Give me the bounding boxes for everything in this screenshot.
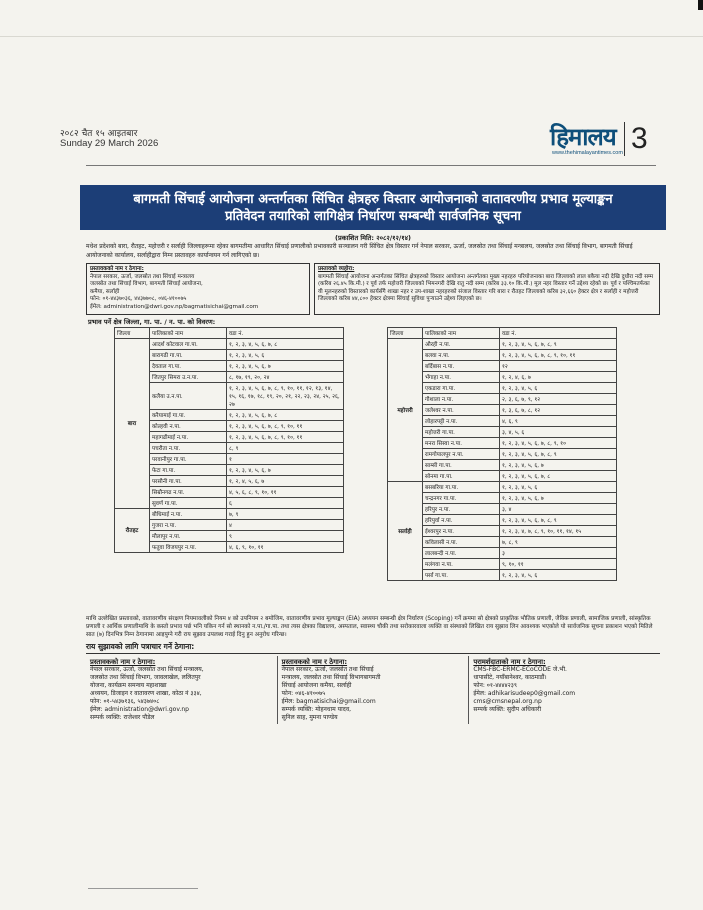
ward-numbers: १, २, ३, ४, ७, ८, ९, १०, ११, १४, १५ (500, 525, 617, 536)
proponent-box-title: प्रस्तावकको नाम र ठेगाना: (90, 266, 144, 272)
contact-columns (86, 656, 660, 724)
table-row (115, 338, 344, 349)
ward-numbers: ८, १७, १९, २०, २४ (227, 371, 344, 382)
table-row (115, 371, 344, 382)
table-row (115, 497, 344, 508)
ward-numbers: १, २, ३, ४, ५, ६, ७, ८, ९ (500, 338, 617, 349)
contact-person: सम्पर्क व्यक्ति: सुदीप अधिकारी (473, 705, 541, 713)
contact-email: cms@cmsnepal.org.np (473, 697, 542, 705)
ward-numbers: ४, ५, ६, ८, ९, १०, ११ (227, 486, 344, 497)
logo-wordmark: हिमालय (550, 122, 616, 151)
contact-email: ईमेल: administration@dwri.gov.np (90, 705, 189, 713)
ward-numbers: ७, ९ (227, 508, 344, 519)
ward-numbers: १, २, ४, ६, ७ (500, 371, 617, 382)
contact-bagmati (277, 656, 469, 724)
header-district: जिल्ला (388, 327, 423, 338)
proponent-line: जलस्रोत तथा सिंचाई विभाग, बागमती सिंचाई आयोजना, (90, 281, 203, 288)
ward-numbers: १, २, ३, ४, ५, ६ (227, 349, 344, 360)
municipality-name: कोल्हवी न.पा. (150, 420, 227, 431)
contact-person: सम्पर्क व्यक्ति: राजेश्वर पौडेल (90, 713, 155, 721)
proposal-box-title: प्रस्तावको व्यहोरा: (318, 266, 355, 272)
municipality-name: महागढीमाई न.पा. (150, 431, 227, 442)
ward-numbers: ९ (227, 530, 344, 541)
table-row (388, 503, 617, 514)
ward-numbers: ३, ४ (500, 503, 617, 514)
municipality-name: लालबन्दी न.पा. (423, 547, 500, 558)
municipality-name: देवताल गा.पा. (150, 360, 227, 371)
notice-title-line1: बागमती सिंचाई आयोजना अन्तर्गतका सिंचित क्षेत्रहरु विस्तार आयोजनाको वातावरणीय प्रभाव मूल्याङ्कन (133, 192, 613, 207)
district-cell: बारा (115, 338, 150, 508)
ward-numbers: ६ (227, 497, 344, 508)
ward-numbers: १, २, ३, ४, ५, ६, ७ (227, 360, 344, 371)
ward-numbers: १, २, ३, ४, ५, ६, ७, ८, ९, १० (500, 437, 617, 448)
contact-dwri (86, 656, 277, 724)
municipality-name: बलवा न.पा. (423, 349, 500, 360)
table-row (388, 569, 617, 580)
page-fold-line (0, 36, 703, 37)
ward-numbers: ७, ८, ९ (500, 536, 617, 547)
table-row (388, 514, 617, 525)
municipality-name: चन्द्रनगर गा.पा. (423, 492, 500, 503)
ward-numbers: १, २, ३, ४, ५, ६ (500, 382, 617, 393)
table-row (388, 426, 617, 437)
proponent-line: फोन: ०१-४४३७०३६, ४४३७७०८, ०४६-४१००७५ (90, 296, 187, 303)
table-row (388, 415, 617, 426)
table-row (115, 453, 344, 464)
ward-numbers: १, २, ३, ४, ५, ६, ७, ८ (227, 338, 344, 349)
ward-numbers: ४ (227, 519, 344, 530)
contact-person: सम्पर्क व्यक्ति: मोहनधाम यादव, (281, 705, 352, 713)
municipality-name: आदर्श कोटवाल गा.पा. (150, 338, 227, 349)
table-row (115, 464, 344, 475)
table-row (388, 448, 617, 459)
contact-line: CMS-FBC-ERMC-ECoCODE जे.भी. (473, 665, 567, 673)
contact-line: फोन: ०१-४४४४२३९ (473, 681, 518, 689)
ward-numbers: १, ३, ६, ७, ८, १२ (500, 404, 617, 415)
municipality-name: बसबरिया गा.पा. (423, 481, 500, 492)
header-rule (86, 165, 656, 166)
table-row (115, 530, 344, 541)
table-row (388, 349, 617, 360)
contact-email: ईमेल: adhikarisudeep0@gmail.com (473, 689, 576, 697)
municipality-name: सोनमा गा.पा. (423, 470, 500, 481)
date-english: Sunday 29 March 2026 (60, 138, 159, 149)
ward-numbers: १ (227, 453, 344, 464)
proponent-box (86, 263, 310, 315)
municipality-name: परवानीपुर गा.पा. (150, 453, 227, 464)
municipality-name: कलैया उ.न.पा. (150, 382, 227, 409)
ward-numbers: १२ (500, 360, 617, 371)
municipality-name: महोत्तरी गा.पा. (423, 426, 500, 437)
table-row (115, 442, 344, 453)
contact-line: नेपाल सरकार, ऊर्जा, जलस्रोत तथा सिंचाई मन्त्रालय, (90, 665, 204, 673)
footer-rule (88, 888, 198, 889)
municipality-name: मौलापुर न.पा. (150, 530, 227, 541)
contact-line: सिंचाई आयोजना कमैया, सर्लाही (281, 681, 352, 689)
municipality-name: जितपुर सिमरा उ.न.पा. (150, 371, 227, 382)
ward-numbers: १, २, ३, ४, ५, ६, ७, ८, ९ (500, 514, 617, 525)
header-district: जिल्ला (115, 327, 150, 338)
header-wards: वडा नं. (500, 327, 617, 338)
ward-numbers: ८, ९ (227, 442, 344, 453)
ward-numbers: १, २, ३, ४, ५, ६, ७, ८, ९, १०, ११ (227, 431, 344, 442)
ward-numbers: १, २, ३, ४, ५, ६, ७, ८ (227, 409, 344, 420)
district-cell: सर्लाही (388, 481, 423, 580)
table-row (388, 536, 617, 547)
municipality-name: साम्सी गा.पा. (423, 459, 500, 470)
ward-numbers: २, ३, ६, ७, ९, १२ (500, 393, 617, 404)
ward-numbers: ३, ४, ५, ६ (500, 426, 617, 437)
ward-numbers: १, २, ३, ४, ५, ६, ७, ८, ९, १०, ११, १२, १३, १४, १५, १६, १७, १८, १९, २०, २१, २२, २३, २४, २५, २६, २७ (227, 382, 344, 409)
municipality-tables (86, 327, 660, 613)
proposal-text: बागमती सिंचाई आयोजना अन्तर्गतका सिंचित क्षेत्रहरुको विस्तार आयोजना अन्तर्गतका मुख्य नहरहरु परियोजनाका बारा जिल्लाको लाल बकैया नदी देखि दुधौरा नदी सम्म (करिब २६.४५ कि.मी.) र पूर्व तर्फ महोत्तरी जिल्लाको भिमनगरी देखि रातु नदी सम्म (करिब ३३.१० कि.मी.) मूल नहर विस्तार गर्ने उद्देश्य रहेको छ। पूर्व र पश्चिमतर्फका यी मूलनहरुको विस्तारको कार्यसँगै शाखा नहर र उप-शाखा नहरहरुको संजाल विस्तार गरि बारा र रौतहट जिल्लाको करिब ३२,६६० हेक्टर क्षेत्र र सर्लाही र महोत्तरी जिल्लाको करिब ४४,८०० हेक्टर क्षेत्रमा सिंचाई सुविधा पुर्‍याउने उद्देश्य लिइएको छ। (318, 273, 654, 303)
municipality-name: हरिपुर न.पा. (423, 503, 500, 514)
logo-url: www.thehimalayantimes.com (552, 150, 623, 156)
proponent-line: ईमेल: administration@dwri.gov.np/bagmatisichai@gmail.com (90, 303, 259, 310)
table-row (115, 475, 344, 486)
table-row (388, 525, 617, 536)
municipality-name: लोहारपट्टी न.पा. (423, 415, 500, 426)
municipality-name: बर्दिबास न.पा. (423, 360, 500, 371)
municipality-name: औरही न.पा. (423, 338, 500, 349)
table-row (388, 492, 617, 503)
municipality-name: फेटा गा.पा. (150, 464, 227, 475)
municipality-name: सिम्रौनगढ न.पा. (150, 486, 227, 497)
proponent-line: नेपाल सरकार, ऊर्जा, जलस्रोत तथा सिंचाई मन्त्रालय (90, 273, 195, 280)
contact-line: योजना, कार्यक्रम समन्वय महाशाखा (90, 681, 167, 689)
table-row (388, 338, 617, 349)
table-row (115, 431, 344, 442)
notice-title-line2: प्रतिवेदन तयारिको लागिक्षेत्र निर्धारण सम्बन्धी सार्वजनिक सूचना (225, 209, 521, 224)
contact-person: सुनिल साह, मुमना पाण्डेय (281, 713, 338, 721)
municipality-name: भँगाहा न.पा. (423, 371, 500, 382)
table-row (388, 404, 617, 415)
table-row (115, 541, 344, 552)
municipality-name: करैयामाई गा.पा. (150, 409, 227, 420)
contact-title: प्रस्तावकको नाम र ठेगाना: (281, 657, 348, 666)
table-row (115, 382, 344, 409)
contact-line: अध्ययन, डिजाइन र वातावरण शाखा, कोठा नं ३३४, (90, 689, 202, 697)
contact-line: फोन: ०४६-४१००७५ (281, 689, 326, 697)
ward-numbers: १, २, ३, ४, ५, ६ (500, 569, 617, 580)
contact-consultant (468, 656, 660, 724)
ward-numbers: ४, ६, ९, १०, ११ (227, 541, 344, 552)
contact-email: ईमेल: bagmatisichai@gmail.com (281, 697, 376, 705)
table-row (388, 547, 617, 558)
table-row (115, 420, 344, 431)
notice-intro: मधेश प्रदेशको बारा, रौतहट, महोत्तरी र सर्लाही जिल्लाहरूमा रहेका बागमतीमा आधारित सिंचाई प्रणालीको प्रभावकारी सञ्चालन गरी सिंचित क्षेत्र विस्तार गर्न नेपाल सरकार, ऊर्जा, जलस्रोत तथा सिंचाई मन्त्रालय, जलस्रोत तथा सिंचाई विभाग, बागमती सिंचाई आयोजनाको कार्यालय, सर्लाहीद्वारा निम्न प्रस्तावहरु कार्यान्वयन गर्न लागिएको छ। (86, 243, 633, 259)
ward-numbers: १, २, ३, ४, ५, ६, ७, ८, ९, १०, ११ (227, 420, 344, 431)
ward-numbers: १, २, ३, ४, ५, ६, ७, ८, ९ (500, 448, 617, 459)
municipality-name: मलंगवा न.पा. (423, 558, 500, 569)
proponent-line: कमैया, सर्लाही (90, 288, 120, 295)
municipality-name: गौशाला न.पा. (423, 393, 500, 404)
table-header-row (115, 327, 344, 338)
ward-numbers: ९, १०, ११ (500, 558, 617, 569)
municipality-name: कविलासी न.पा. (423, 536, 500, 547)
ward-numbers: ४, ६, ९ (500, 415, 617, 426)
contact-line: जलस्रोत तथा सिंचाई विभाग, जावलाखेल, ललितपुर (90, 673, 201, 681)
proposal-box (314, 263, 660, 315)
table-row (388, 470, 617, 481)
table-row (115, 360, 344, 371)
date-nepali: २०८२ चैत १५ आइतबार (60, 129, 138, 139)
closing-paragraph: माथि उल्लेखित प्रस्तावको, वातावरणीय संरक्षण नियमावलीको नियम ४ को उपनियम २ बमोजिम, वातावरणीय प्रभाव मूल्याङ्कन (EIA) अध्ययन सम्बन्धी क्षेत्र निर्धारण (Scoping) गर्ने क्रममा सो क्षेत्रको प्राकृतिक भौतिक प्रणाली, जैविक प्रणाली, सामाजिक प्रणाली, सांस्कृतिक प्रणाली र आर्थिक प्रणालीमाथि के कस्तो प्रभाव पर्छ भनि यकिन गर्न सो स्थानको न.पा./गा.पा. तथा त्यस क्षेत्रका विद्यालय, अस्पताल, स्वास्थ्य चौकी तथा सरोकारवाला व्यक्ति वा संस्थाको लिखित राय सुझाव लिन आवश्यक भएकोले यो सार्वजनिक सूचना प्रकाशन भएको मितिले सात (७) दिनभित्र निम्न ठेगानामा आइपुग्ने गरी राय सुझाव उपलब्ध गराई दिनु हुन अनुरोध गरिन्छ। (86, 615, 653, 638)
header-wards: वडा नं. (227, 327, 344, 338)
table-row (115, 486, 344, 497)
corner-mark (698, 0, 703, 10)
ward-numbers: १, २, ३, ४, ५, ६ (500, 481, 617, 492)
ward-numbers: १, २, ३, ४, ५, ६, ७ (500, 492, 617, 503)
ward-numbers: १, २, ३, ४, ५, ६, ७ (500, 459, 617, 470)
district-cell: महोत्तरी (388, 338, 423, 481)
ward-numbers: १, २, ३, ४, ५, ६, ७, ८, ९, १०, ११ (500, 349, 617, 360)
municipality-name: बारागढी गा.पा. (150, 349, 227, 360)
header-municipality: पालिकाको नाम (150, 327, 227, 338)
contact-line: नेपाल सरकार, ऊर्जा, जलस्रोत तथा सिंचाई (281, 665, 374, 673)
contact-line: मन्त्रालय, जलस्रोत तथा सिंचाई विभागबागमती (281, 673, 381, 681)
table-row (388, 437, 617, 448)
ward-numbers: १, २, ४, ५, ६, ७ (227, 475, 344, 486)
municipality-name: मनरा सिस्वा न.पा. (423, 437, 500, 448)
ward-numbers: १, २, ३, ४, ५, ६, ७, ८ (500, 470, 617, 481)
table-row (115, 349, 344, 360)
table-row (388, 360, 617, 371)
table-row (388, 481, 617, 492)
table-row (115, 409, 344, 420)
header-municipality: पालिकाको नाम (423, 327, 500, 338)
municipality-name: रामगोपालपुर न.पा. (423, 448, 500, 459)
table-row (115, 519, 344, 530)
ward-numbers: ३ (500, 547, 617, 558)
municipality-name: हरिपुर्वा न.पा. (423, 514, 500, 525)
municipality-name: गुजरा न.पा. (150, 519, 227, 530)
table-row (115, 508, 344, 519)
municipality-name: परसौनी गा.पा. (150, 475, 227, 486)
table-row (388, 558, 617, 569)
municipality-name: पचरौता न.पा. (150, 442, 227, 453)
district-cell: रौतहट (115, 508, 150, 552)
ward-numbers: १, २, ३, ४, ५, ६, ७ (227, 464, 344, 475)
contact-title: प्रस्तावकको नाम र ठेगाना: (90, 657, 156, 666)
table-row (388, 371, 617, 382)
table-header-row (388, 327, 617, 338)
affected-area-heading: प्रभाव पर्ने क्षेत्र जिल्ला, गा. पा. / न. पा. को विवरण: (88, 317, 216, 326)
contact-line: फोन: ०१-५४३७१३६, ५४३७४०८ (90, 697, 160, 705)
municipality-name: ईश्वरपुर न.पा. (423, 525, 500, 536)
suggestion-prompt: राय सुझावको लागि पत्राचार गर्ने ठेगाना: (86, 642, 660, 654)
municipality-name: फतुवा विजयपुर न.पा. (150, 541, 227, 552)
published-date: (प्रकाशित मिति: २०८२/१२/१४) (335, 234, 411, 242)
right-municipality-table (387, 327, 617, 581)
info-boxes (86, 263, 660, 315)
left-municipality-table (114, 327, 344, 553)
contact-title: परामर्शदाताको नाम र ठेगाना: (473, 657, 546, 666)
contact-line: धापासीटे, नयाँबानेश्वर, काठमाडौं। (473, 673, 547, 681)
public-notice (80, 185, 666, 855)
municipality-name: सुवर्ण गा.पा. (150, 497, 227, 508)
notice-banner (80, 185, 666, 230)
municipality-name: एकडारा गा.पा. (423, 382, 500, 393)
table-row (388, 393, 617, 404)
municipality-name: पर्सा गा.पा. (423, 569, 500, 580)
municipality-name: जलेश्वर न.पा. (423, 404, 500, 415)
table-row (388, 382, 617, 393)
page-number: 3 (624, 122, 648, 156)
municipality-name: बौधिमाई न.पा. (150, 508, 227, 519)
table-row (388, 459, 617, 470)
